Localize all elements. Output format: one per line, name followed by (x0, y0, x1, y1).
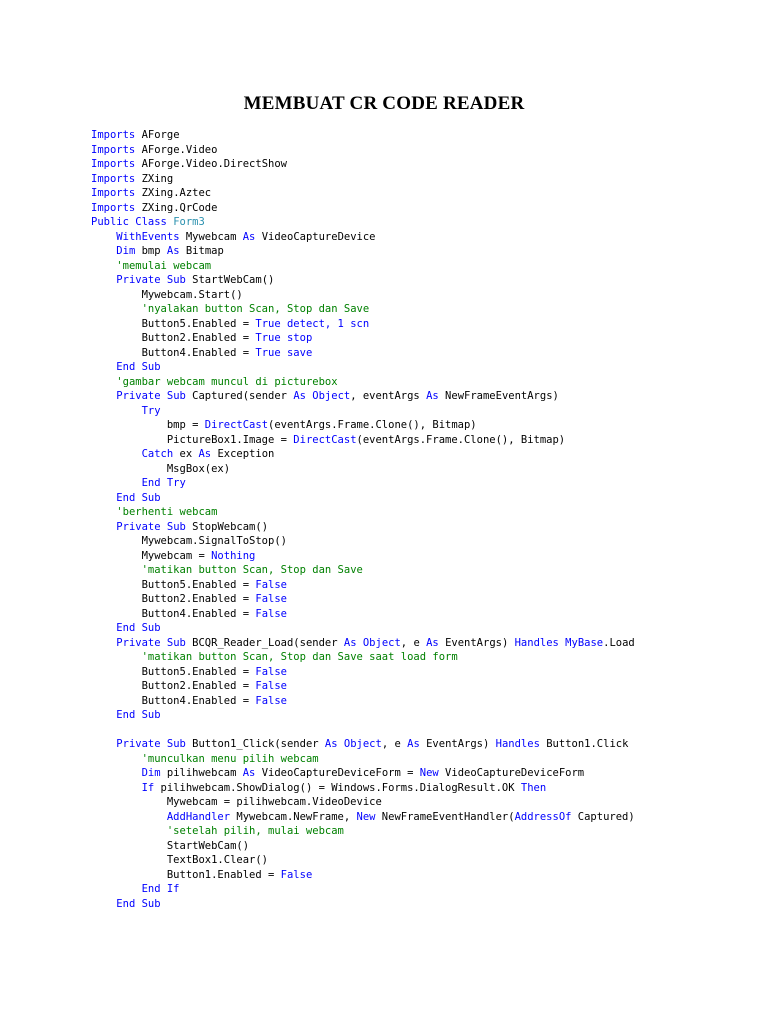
code-text: NewFrameEventArgs) (438, 390, 559, 402)
code-line (91, 578, 751, 593)
code-text: StartWebCam() (91, 839, 250, 852)
code-line (91, 346, 751, 361)
code-text: Button2.Enabled = (91, 593, 256, 605)
code-keyword: DirectCast (293, 433, 357, 446)
code-line (91, 230, 751, 245)
code-keyword: Private Sub (116, 520, 186, 533)
code-text: Mywebcam.SignalToStop() (91, 535, 287, 547)
code-keyword: As (242, 767, 256, 779)
code-keyword: As Object (324, 738, 382, 750)
code-line (91, 766, 751, 781)
code-keyword: Private Sub (116, 274, 186, 286)
code-line (91, 839, 751, 854)
code-text: Mywebcam = pilihwebcam.VideoDevice (91, 796, 382, 808)
code-keyword: False (255, 665, 287, 678)
code-text: bmp (135, 245, 167, 257)
code-text: Button5.Enabled = (91, 317, 256, 330)
code-text (91, 492, 116, 504)
code-line (91, 404, 751, 419)
code-line (91, 868, 751, 883)
code-text: Button4.Enabled = (91, 694, 256, 707)
code-text (91, 477, 142, 489)
code-line (91, 143, 751, 158)
code-text (91, 245, 116, 257)
code-text: pilihwebcam (160, 767, 243, 779)
code-keyword: Nothing (211, 549, 256, 562)
code-keyword: As Object (343, 636, 401, 649)
code-text: Button5.Enabled = (91, 578, 256, 591)
code-text: StopWebcam() (185, 520, 269, 533)
code-keyword: As (426, 636, 439, 649)
code-text (91, 898, 116, 910)
code-text: ZXing.QrCode (135, 201, 218, 214)
code-keyword: Imports (91, 187, 136, 199)
code-text (91, 390, 116, 402)
code-text: AForge.Video (135, 143, 218, 156)
code-line (91, 128, 751, 143)
code-line (91, 607, 751, 622)
code-keyword: Private Sub (116, 390, 186, 402)
code-text (91, 738, 116, 750)
code-text (91, 405, 142, 417)
code-text (91, 274, 116, 286)
code-text: AForge.Video.DirectShow (135, 158, 287, 170)
code-text (91, 361, 116, 373)
code-text: Button4.Enabled = (91, 346, 256, 359)
code-text: BCQR_Reader_Load(sender (185, 636, 344, 649)
code-line (91, 563, 751, 578)
code-line (91, 592, 751, 607)
code-line (91, 317, 751, 332)
code-line (91, 795, 751, 810)
code-type: Form3 (173, 216, 205, 228)
code-text: EventArgs) (438, 636, 515, 649)
code-line (91, 520, 751, 535)
code-keyword: As Object (293, 390, 351, 402)
code-text: Captured) (571, 810, 635, 823)
code-keyword: Imports (91, 143, 136, 156)
code-keyword: AddHandler (166, 810, 231, 823)
code-comment: 'munculkan menu pilih webcam (141, 752, 319, 765)
code-keyword: Handles (495, 738, 540, 750)
code-keyword: End Sub (116, 897, 161, 910)
code-text: Mywebcam (179, 230, 243, 243)
code-line (91, 244, 751, 259)
code-keyword: Handles MyBase (514, 636, 604, 649)
code-text: NewFrameEventHandler( (375, 810, 515, 823)
code-text (91, 825, 167, 837)
code-text: ZXing (135, 172, 174, 185)
code-text: (eventArgs.Frame.Clone(), Bitmap) (268, 419, 477, 431)
code-block (91, 128, 751, 911)
code-text: , e (381, 738, 408, 750)
code-line (91, 259, 751, 274)
code-line (91, 737, 751, 752)
code-line (91, 853, 751, 868)
code-text: ZXing.Aztec (135, 187, 212, 199)
code-line (91, 679, 751, 694)
code-text: Button4.Enabled = (91, 607, 256, 620)
code-text: VideoCaptureDeviceForm (438, 767, 585, 779)
code-line (91, 723, 751, 738)
code-line (91, 462, 751, 477)
code-keyword: Private Sub (116, 636, 186, 649)
code-line (91, 302, 751, 317)
code-text (91, 767, 142, 779)
code-line (91, 505, 751, 520)
code-comment: 'nyalakan button Scan, Stop dan Save (141, 303, 370, 315)
code-line (91, 882, 751, 897)
code-text: Mywebcam.Start() (91, 288, 243, 301)
code-line (91, 665, 751, 680)
code-line (91, 172, 751, 187)
code-keyword: End Sub (116, 622, 161, 634)
code-text (91, 637, 116, 649)
code-text: Button1.Enabled = (91, 868, 281, 881)
code-text: Captured(sender (185, 390, 294, 402)
code-text (91, 376, 116, 388)
code-keyword: As (198, 448, 212, 460)
code-keyword: Public Class (91, 216, 167, 228)
code-text (91, 506, 116, 518)
code-text: PictureBox1.Image = (91, 433, 294, 446)
code-keyword: End Sub (116, 361, 161, 373)
code-keyword: As (426, 390, 439, 402)
code-keyword: Private Sub (116, 738, 186, 750)
code-text: VideoCaptureDevice (255, 230, 376, 243)
code-line (91, 389, 751, 404)
code-text: EventArgs) (419, 738, 496, 750)
code-line (91, 752, 751, 767)
code-line (91, 549, 751, 564)
code-text: Button1.Click (539, 738, 629, 750)
code-line (91, 636, 751, 651)
code-keyword: False (255, 578, 287, 591)
code-keyword: As (166, 245, 180, 257)
code-text (91, 883, 142, 895)
code-text: Mywebcam = (91, 549, 212, 562)
code-line (91, 201, 751, 216)
code-keyword: New (419, 767, 439, 779)
code-keyword: DirectCast (204, 419, 269, 431)
code-text (91, 651, 142, 663)
code-keyword: False (255, 680, 287, 692)
code-keyword: End Sub (116, 491, 161, 504)
code-line (91, 288, 751, 303)
code-keyword: As (242, 230, 256, 243)
code-keyword: False (255, 694, 287, 707)
code-keyword: New (356, 810, 376, 823)
code-text: Mywebcam.NewFrame, (230, 810, 357, 823)
code-keyword: Dim (116, 245, 136, 257)
code-comment: 'memulai webcam (116, 259, 212, 272)
code-text: .Load (603, 636, 635, 649)
code-text: , e (400, 636, 427, 649)
code-keyword: False (255, 607, 287, 620)
code-text: Button2.Enabled = (91, 332, 256, 344)
code-text: TextBox1.Clear() (91, 854, 269, 866)
code-text (91, 231, 116, 243)
code-text: , eventArgs (350, 390, 427, 402)
code-line (91, 476, 751, 491)
code-keyword: Imports (91, 172, 136, 185)
code-comment: 'gambar webcam muncul di picturebox (116, 375, 338, 388)
code-keyword: False (280, 868, 313, 881)
code-text (91, 622, 116, 634)
code-text (91, 811, 167, 823)
code-line (91, 331, 751, 346)
code-line (91, 650, 751, 665)
code-keyword: Imports (91, 158, 136, 170)
document-title: MEMBUAT CR CODE READER (243, 93, 525, 114)
code-keyword: Imports (91, 201, 136, 214)
code-text (91, 521, 116, 533)
code-keyword: True detect, 1 scn (255, 317, 370, 330)
code-text: MsgBox(ex) (91, 462, 231, 475)
code-keyword: End Try (141, 477, 186, 489)
code-text: Button5.Enabled = (91, 665, 256, 678)
code-keyword: AddressOf (514, 810, 572, 823)
code-keyword: End If (141, 883, 180, 895)
code-text: (eventArgs.Frame.Clone(), Bitmap) (356, 433, 566, 446)
code-line (91, 897, 751, 912)
code-keyword: As (407, 738, 420, 750)
code-text (91, 448, 142, 460)
code-line (91, 708, 751, 723)
code-text (91, 564, 142, 576)
code-text: Button2.Enabled = (91, 680, 256, 692)
code-keyword: True stop (255, 332, 313, 344)
code-text: AForge (135, 129, 180, 141)
code-keyword: True save (255, 346, 313, 359)
code-comment: 'setelah pilih, mulai webcam (166, 825, 344, 837)
code-line (91, 433, 751, 448)
code-comment: 'berhenti webcam (116, 506, 218, 518)
code-text: StartWebCam() (185, 274, 275, 286)
code-text: Button1_Click(sender (185, 738, 325, 750)
code-line (91, 215, 751, 230)
code-keyword: Catch (141, 448, 174, 460)
code-text: Exception (211, 448, 275, 460)
code-line (91, 157, 751, 172)
code-line (91, 621, 751, 636)
code-text: bmp = (91, 419, 205, 431)
code-keyword: WithEvents (116, 230, 180, 243)
code-text: ex (173, 448, 199, 460)
code-text (91, 782, 142, 794)
code-line (91, 360, 751, 375)
code-line (91, 418, 751, 433)
code-comment: 'matikan button Scan, Stop dan Save saat load form (141, 651, 458, 663)
code-keyword: Then (520, 781, 547, 794)
code-line (91, 534, 751, 549)
code-line (91, 273, 751, 288)
code-text: VideoCaptureDeviceForm = (255, 767, 420, 779)
code-keyword: Dim (141, 767, 161, 779)
code-text (91, 753, 142, 765)
code-keyword: If (141, 781, 155, 794)
code-line (91, 491, 751, 506)
code-keyword: Try (141, 404, 161, 417)
code-line (91, 186, 751, 201)
code-line (91, 375, 751, 390)
code-text: Bitmap (179, 245, 224, 257)
code-keyword: False (255, 593, 287, 605)
code-line (91, 694, 751, 709)
code-keyword: Imports (91, 129, 136, 141)
code-comment: 'matikan button Scan, Stop dan Save (141, 564, 363, 576)
code-line (91, 781, 751, 796)
code-text (91, 260, 116, 272)
code-line (91, 810, 751, 825)
code-keyword: End Sub (116, 709, 161, 721)
code-text (91, 303, 142, 315)
code-text: pilihwebcam.ShowDialog() = Windows.Forms.DialogResult.OK (154, 781, 521, 794)
code-line (91, 447, 751, 462)
code-line (91, 824, 751, 839)
code-text (91, 709, 116, 721)
